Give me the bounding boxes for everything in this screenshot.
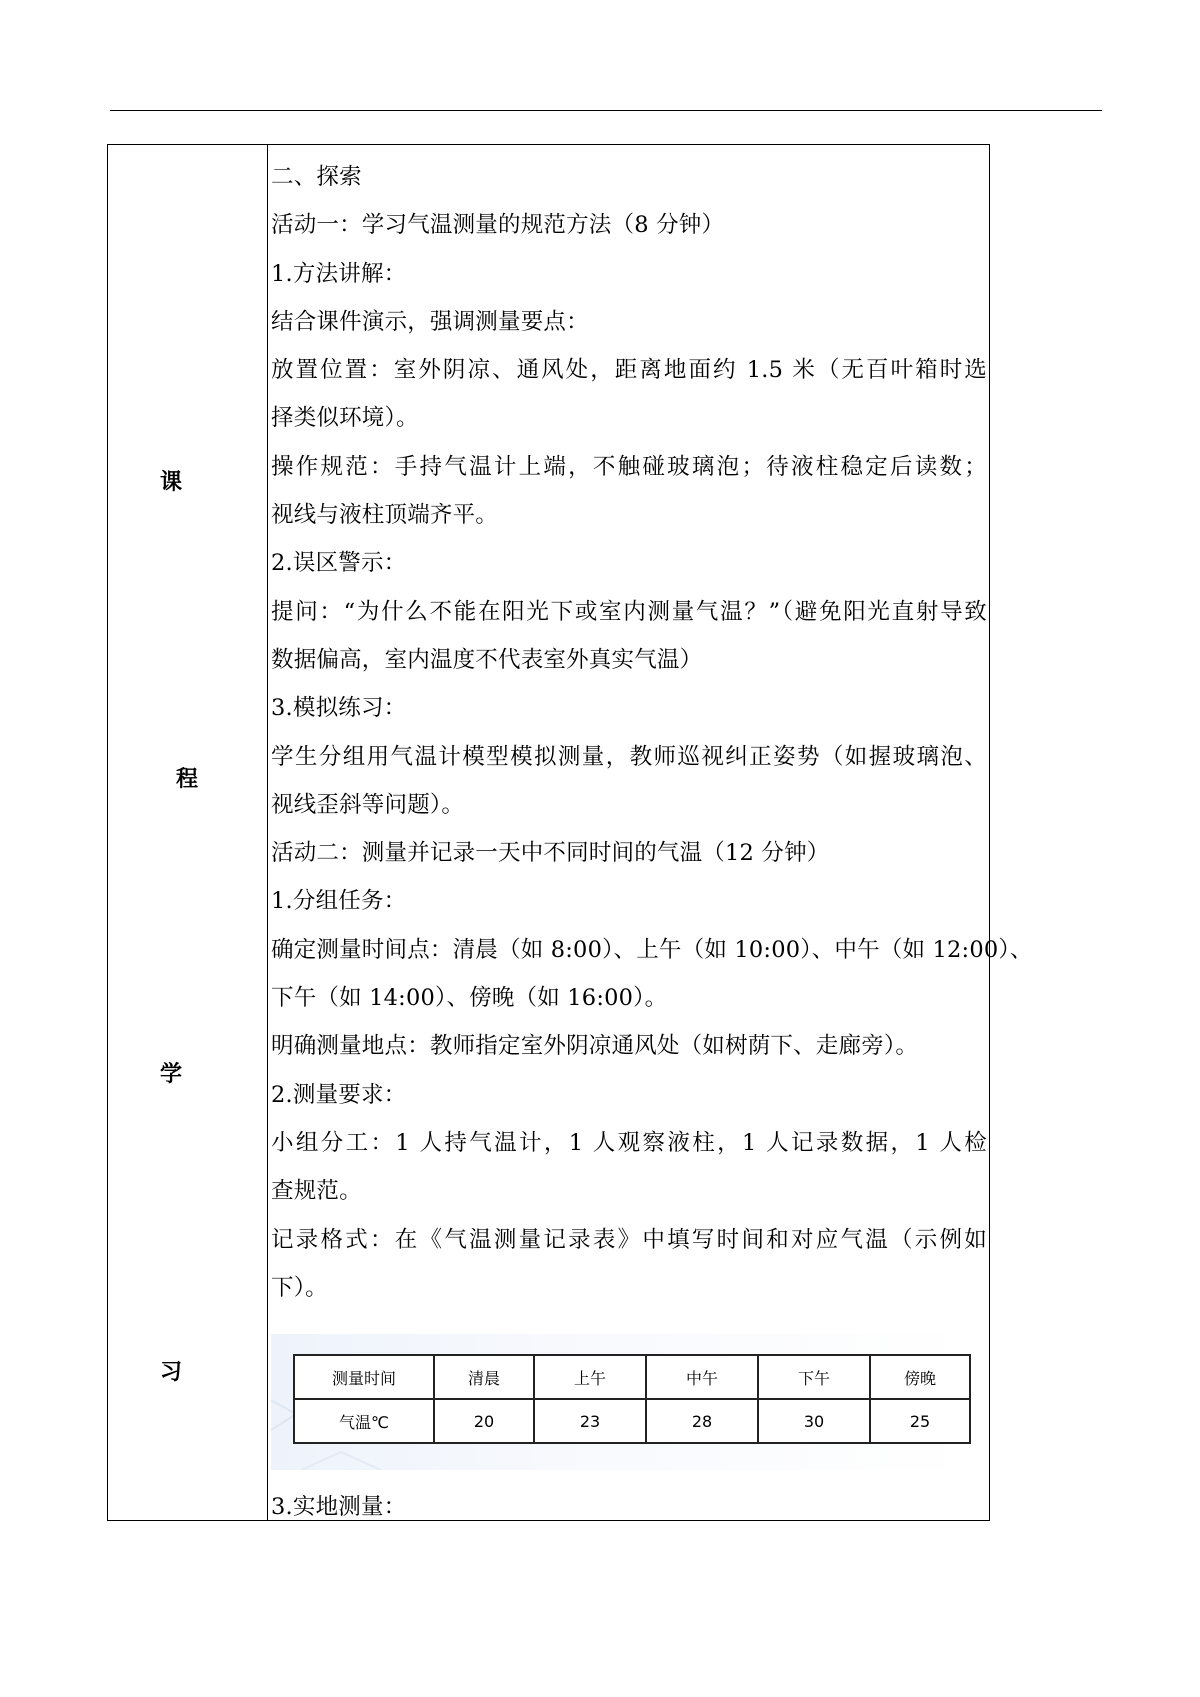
side-label-char: 习: [160, 1360, 183, 1385]
paragraph-line: 查规范。: [271, 1178, 362, 1205]
paragraph-line: 确定测量时间点：清晨（如 8:00）、上午（如 10:00）、中午（如 12:00）、: [271, 936, 1033, 963]
table-cell: 20: [434, 1399, 534, 1443]
side-label-char: 学: [160, 1062, 183, 1087]
subheading: 1.分组任务：: [271, 888, 407, 915]
lesson-content: [271, 153, 1033, 1470]
header-rule: [110, 110, 1102, 111]
paragraph-line: 结合课件演示，强调测量要点：: [271, 308, 589, 335]
paragraph-line: 择类似环境）。: [271, 405, 419, 432]
paragraph-line: 小组分工：1 人持气温计，1 人观察液柱，1 人记录数据，1 人检: [271, 1129, 987, 1156]
paragraph-line: 下）。: [271, 1274, 328, 1301]
paragraph-line: 数据偏高，室内温度不代表室外真实气温）: [271, 646, 703, 673]
record-table-image: [271, 1334, 971, 1470]
column-divider: [267, 145, 268, 1520]
subheading: 3.模拟练习：: [271, 695, 407, 722]
table-header-cell: 上午: [534, 1355, 646, 1399]
paragraph-line: 放置位置：室外阴凉、通风处，距离地面约 1.5 米（无百叶箱时选: [271, 357, 987, 384]
activity-title: 活动二：测量并记录一天中不同时间的气温（12 分钟）: [271, 840, 830, 867]
table-cell: 25: [870, 1399, 970, 1443]
subheading: 2.测量要求：: [271, 1081, 407, 1108]
table-cell: 30: [758, 1399, 870, 1443]
paragraph-line: 视线与液柱顶端齐平。: [271, 502, 499, 529]
subheading: 3.实地测量：: [271, 1494, 407, 1520]
table-header-row: [294, 1355, 970, 1399]
table-header-cell: 下午: [758, 1355, 870, 1399]
table-cell: 气温℃: [294, 1399, 434, 1443]
temperature-record-table: [293, 1354, 971, 1444]
table-cell: 28: [646, 1399, 758, 1443]
paragraph-line: 记录格式：在《气温测量记录表》中填写时间和对应气温（示例如: [271, 1226, 987, 1253]
table-header-cell: 清晨: [434, 1355, 534, 1399]
last-line-wrap: [271, 1483, 987, 1531]
lesson-table: [107, 144, 1033, 1521]
table-header-cell: 中午: [646, 1355, 758, 1399]
table-header-cell: 测量时间: [294, 1355, 434, 1399]
table-row: [294, 1399, 970, 1443]
paragraph-line: 操作规范：手持气温计上端，不触碰玻璃泡；待液柱稳定后读数；: [271, 453, 987, 480]
table-header-cell: 傍晚: [870, 1355, 970, 1399]
paragraph-line: 学生分组用气温计模型模拟测量，教师巡视纠正姿势（如握玻璃泡、: [271, 743, 987, 770]
paragraph-line: 视线歪斜等问题）。: [271, 791, 465, 818]
section-heading: 二、探索: [271, 164, 362, 190]
table-cell: 23: [534, 1399, 646, 1443]
activity-title: 活动一：学习气温测量的规范方法（8 分钟）: [271, 212, 725, 239]
side-label-char: 程: [176, 767, 199, 792]
subheading: 2.误区警示：: [271, 550, 407, 577]
side-label-char: 课: [160, 470, 183, 495]
subheading: 1.方法讲解：: [271, 260, 407, 287]
paragraph-line: 下午（如 14:00）、傍晚（如 16:00）。: [271, 985, 668, 1012]
paragraph-line: 明确测量地点：教师指定室外阴凉通风处（如树荫下、走廊旁）。: [271, 1033, 919, 1060]
paragraph-line: 提问：“为什么不能在阳光下或室内测量气温？”（避免阳光直射导致: [271, 598, 987, 625]
